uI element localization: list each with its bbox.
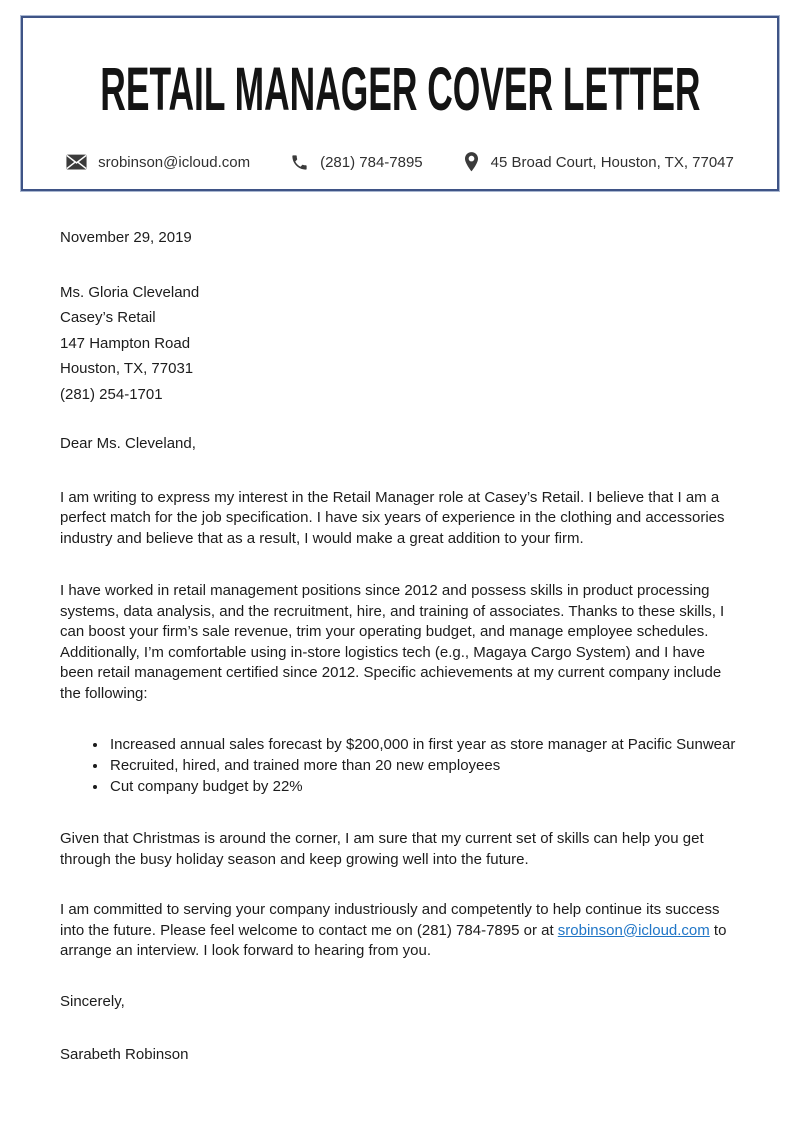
achievement-item: • Increased annual sales forecast by $200,000 in first year as store manager at Pacific Sunwear — [108, 734, 742, 755]
recipient-phone: (281) 254-1701 — [60, 385, 163, 403]
paragraph-holiday: Given that Christmas is around the corner, I am sure that my current set of skills can help you get through the busy holiday season and keep growing well into the future. — [60, 830, 704, 868]
closing-text-after-link: to arrange an interview. I look forward to hearing from you. — [60, 921, 727, 959]
achievement-item: • Cut company budget by 22% — [108, 776, 742, 797]
recipient-city: Houston, TX, 77031 — [60, 360, 194, 377]
email-link[interactable]: srobinson@icloud.com — [557, 921, 710, 939]
letter-body — [60, 191, 742, 1066]
paragraph-closing — [60, 900, 742, 962]
contact-phone-text: (281) 784-7895 — [320, 153, 423, 171]
recipient-name: Ms. Gloria Cleveland — [60, 283, 200, 301]
contact-row — [23, 151, 777, 173]
paragraph-experience: I have worked in retail management positions since 2012 and possess skills in product processing systems, data analysis, and the recruitment, hire, and training of associates. Thanks to these skills, I can boost your firm’s sale revenue, trim your operating budget, and manage employee schedules. Additionally, I’m comfortable using in-store logistics tech (e.g., Magaya Cargo System) and I have been retail management certified since 2012. Specific achievements at my current company include the following: — [60, 582, 725, 702]
location-icon — [463, 151, 480, 173]
salutation: Dear Ms. Cleveland, — [60, 435, 196, 452]
closing-text-before-link: I am committed to serving your company industriously and competently to help continue its success into the future. Please feel welcome to contact me on (281) 784-7895 or at — [60, 901, 720, 939]
phone-icon — [290, 153, 309, 172]
letterhead-title-wrap — [23, 18, 777, 151]
page-title: RETAIL MANAGER COVER LETTER — [99, 55, 701, 123]
contact-email-text: srobinson@icloud.com — [98, 153, 251, 171]
paragraph-intro: I am writing to express my interest in the Retail Manager role at Casey’s Retail. I believe that I am a perfect match for the job specification. I have six years of experience in the clothing and accessories industry and believe that as a result, I would make a great addition to your firm. — [60, 488, 725, 547]
signoff: Sincerely, — [60, 992, 125, 1010]
recipient-street: 147 Hampton Road — [60, 334, 191, 352]
contact-address-text: 45 Broad Court, Houston, TX, 77047 — [490, 153, 734, 171]
recipient-company: Casey’s Retail — [60, 309, 156, 326]
achievements-list — [60, 734, 742, 797]
contact-email — [66, 154, 250, 171]
achievement-item: • Recruited, hired, and trained more than 20 new employees — [108, 755, 742, 776]
recipient-block — [60, 280, 742, 408]
letterhead — [21, 16, 779, 191]
signature-name: Sarabeth Robinson — [60, 1046, 189, 1063]
letter-date: November 29, 2019 — [60, 229, 192, 246]
contact-phone — [290, 153, 423, 172]
contact-address — [463, 151, 734, 173]
email-icon — [66, 154, 87, 170]
